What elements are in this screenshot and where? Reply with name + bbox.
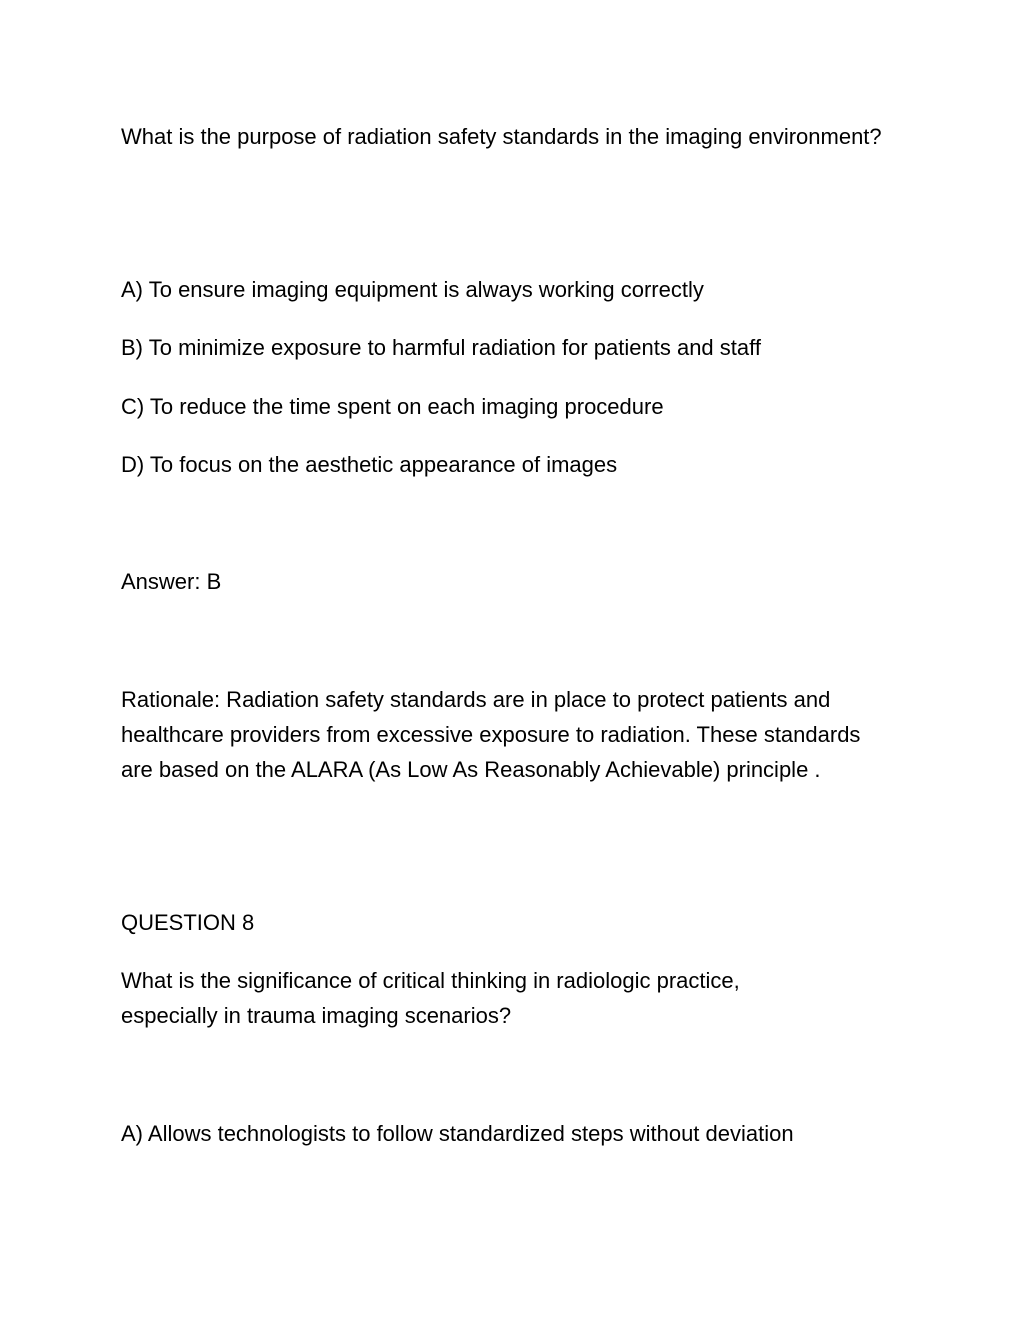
answer-option-c: C) To reduce the time spent on each imaging procedure <box>121 394 664 419</box>
answer-option-b: B) To minimize exposure to harmful radiation for patients and staff <box>121 335 761 360</box>
question-prompt-8: What is the significance of critical thinking in radiologic practice, especially in trauma imaging scenarios? <box>121 968 740 1028</box>
rationale: Rationale: Radiation safety standards are in place to protect patients and healthcare providers from excessive exposure to radiation. These standards are based on the ALARA (As Low As Reasonably Achievable) principle . <box>121 687 861 782</box>
answer-option-a-8: A) Allows technologists to follow standardized steps without deviation <box>121 1121 794 1146</box>
answer-key: Answer: B <box>121 569 222 594</box>
answer-option-a: A) To ensure imaging equipment is always working correctly <box>121 277 704 302</box>
question-heading: QUESTION 8 <box>121 910 255 935</box>
question-prompt: What is the purpose of radiation safety standards in the imaging environment? <box>121 124 882 149</box>
answer-option-d: D) To focus on the aesthetic appearance of images <box>121 452 618 477</box>
